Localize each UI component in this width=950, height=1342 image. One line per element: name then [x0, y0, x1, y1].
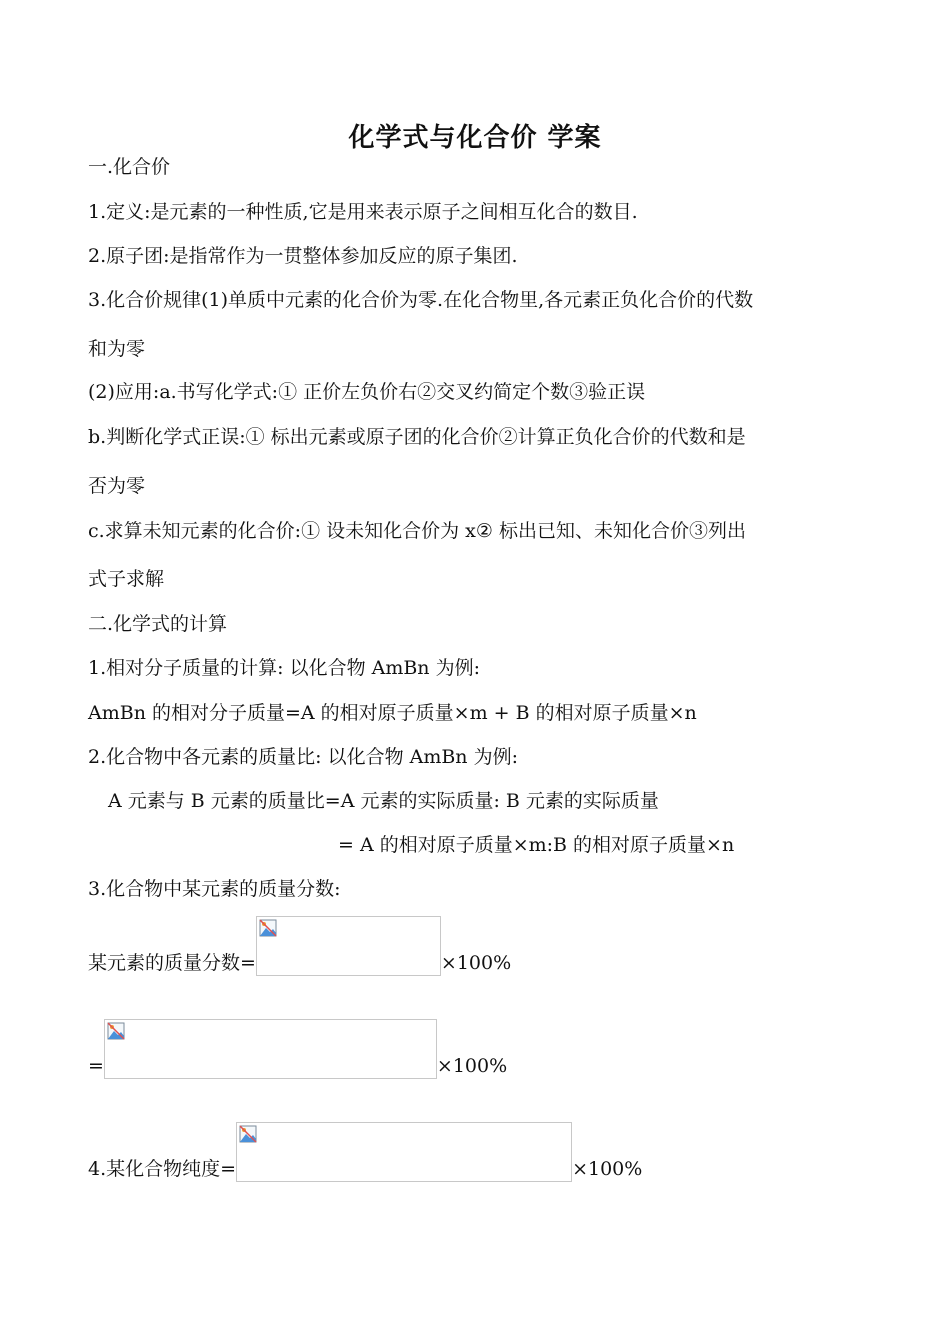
mass-ratio-formula-cont: = A 的相对原子质量×m:B 的相对原子质量×n: [338, 834, 735, 856]
molecular-mass-line: 1.相对分子质量的计算: 以化合物 AmBn 为例:: [88, 657, 480, 679]
formula-suffix: ×100%: [572, 1158, 643, 1180]
broken-image-icon: [239, 1125, 257, 1143]
mass-fraction-line: 3.化合物中某元素的质量分数:: [88, 878, 341, 900]
broken-image-icon: [107, 1022, 125, 1040]
formula-prefix: 4.某化合物纯度=: [88, 1158, 237, 1180]
application-c-line: c.求算未知元素的化合价:① 设未知化合价为 x② 标出已知、未知化合价③列出: [88, 520, 746, 542]
valence-rule-line: 3.化合价规律(1)单质中元素的化合价为零.在化合物里,各元素正负化合价的代数: [88, 289, 754, 311]
formula-suffix: ×100%: [440, 952, 512, 974]
section-heading-calculation: 二.化学式的计算: [88, 613, 228, 635]
mass-ratio-line: 2.化合物中各元素的质量比: 以化合物 AmBn 为例:: [88, 746, 518, 768]
application-c-line-cont: 式子求解: [88, 568, 165, 590]
application-a-line: (2)应用:a.书写化学式:① 正价左负价右②交叉约简定个数③验正误: [88, 381, 646, 403]
page-title: 化学式与化合价 学案: [348, 123, 602, 153]
formula-prefix: =: [88, 1055, 104, 1077]
purity-formula: [88, 1122, 642, 1182]
molecular-mass-formula: AmBn 的相对分子质量=A 的相对原子质量×m + B 的相对原子质量×n: [88, 702, 697, 724]
broken-image: [236, 1122, 572, 1182]
section-heading-valence: 一.化合价: [88, 156, 171, 178]
mass-fraction-formula-alt: [88, 1019, 507, 1079]
formula-suffix: ×100%: [436, 1055, 508, 1077]
atomic-group-line: 2.原子团:是指常作为一贯整体参加反应的原子集团.: [88, 245, 518, 267]
broken-image-icon: [259, 919, 277, 937]
application-b-line-cont: 否为零: [88, 475, 146, 497]
mass-ratio-formula: A 元素与 B 元素的质量比=A 元素的实际质量: B 元素的实际质量: [108, 790, 659, 812]
broken-image: [104, 1019, 437, 1079]
valence-rule-line-cont: 和为零: [88, 338, 146, 360]
definition-line: 1.定义:是元素的一种性质,它是用来表示原子之间相互化合的数目.: [88, 201, 638, 223]
application-b-line: b.判断化学式正误:① 标出元素或原子团的化合价②计算正负化合价的代数和是: [88, 426, 746, 448]
formula-prefix: 某元素的质量分数=: [88, 952, 256, 974]
broken-image: [256, 916, 441, 976]
mass-fraction-formula: [88, 916, 511, 976]
